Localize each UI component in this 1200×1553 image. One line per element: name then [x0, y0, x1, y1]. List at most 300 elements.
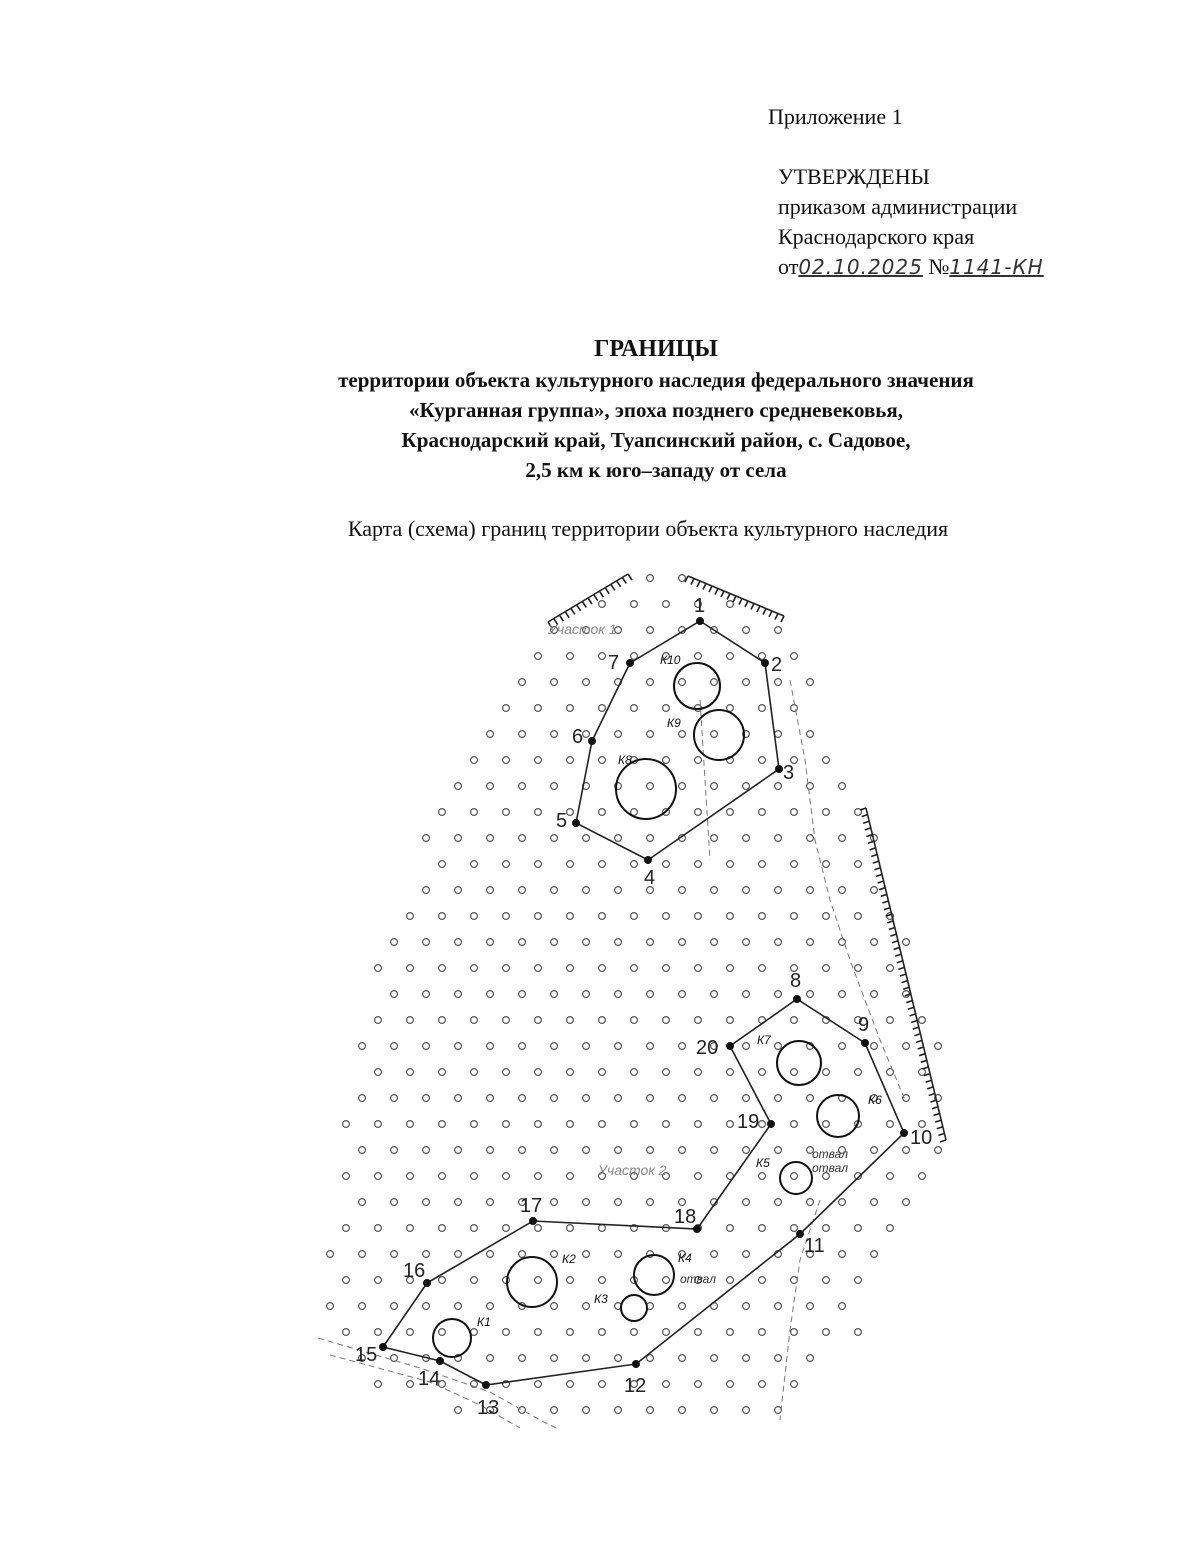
tree-dot [455, 1147, 462, 1154]
tree-dot [679, 575, 686, 582]
tree-dot [743, 1199, 750, 1206]
tree-dot [823, 1069, 830, 1076]
tree-dot [615, 1147, 622, 1154]
tree-dot [663, 1069, 670, 1076]
tree-dot [807, 1355, 814, 1362]
tree-dot [647, 783, 654, 790]
hatch-tick [910, 1014, 916, 1016]
tree-dot [535, 1277, 542, 1284]
hatch-tick [905, 994, 911, 996]
tree-dot [615, 887, 622, 894]
order-label: приказом администрации [778, 194, 1018, 219]
tree-dot [343, 1121, 350, 1128]
hatch-tick [745, 601, 748, 607]
tree-dot [759, 757, 766, 764]
tree-dot [439, 861, 446, 868]
tree-dot [631, 1329, 638, 1336]
tree-dot [743, 1147, 750, 1154]
handwritten-number: 1141-КН [949, 255, 1044, 279]
tree-dot [631, 861, 638, 868]
tree-dot [615, 1095, 622, 1102]
tree-dot [727, 809, 734, 816]
tree-dot [535, 1121, 542, 1128]
tree-dot [455, 835, 462, 842]
tree-dot [583, 679, 590, 686]
boundary-point-10 [900, 1127, 932, 1149]
tree-dot [759, 965, 766, 972]
tree-dot [471, 1121, 478, 1128]
tree-dot [823, 1225, 830, 1232]
kurgan-label: К8 [618, 753, 632, 767]
boundary-point-1 [694, 595, 705, 625]
tree-dot [471, 1069, 478, 1076]
boundary-point-5 [556, 810, 580, 832]
tree-dot [631, 965, 638, 972]
tree-dot [807, 1199, 814, 1206]
hatch-tick [865, 828, 871, 830]
tree-dot [535, 705, 542, 712]
tree-dot [615, 939, 622, 946]
tree-dot [487, 887, 494, 894]
hatch-tick [937, 1127, 943, 1129]
kurgan-label: К2 [562, 1252, 576, 1266]
tree-dot [711, 731, 718, 738]
tree-dot [791, 1225, 798, 1232]
tree-dot [775, 1199, 782, 1206]
hatch-tick [887, 921, 893, 923]
tree-dot [759, 705, 766, 712]
tree-dot [695, 913, 702, 920]
tree-dot [679, 1095, 686, 1102]
tree-dot [855, 1225, 862, 1232]
tree-dot [599, 757, 606, 764]
title-line-1: территории объекта культурного наследия федерального значения [338, 368, 974, 392]
tree-dot [871, 1199, 878, 1206]
tree-dot [535, 653, 542, 660]
tree-dot [871, 991, 878, 998]
hatch-tick [922, 1067, 928, 1069]
point-label: 1 [694, 595, 706, 617]
tree-dot [791, 861, 798, 868]
tree-dot [599, 1017, 606, 1024]
tree-dot [567, 1329, 574, 1336]
hatch-tick [599, 591, 603, 597]
tree-dot [775, 783, 782, 790]
region-label: Краснодарского края [778, 224, 975, 249]
tree-dot [439, 1017, 446, 1024]
hatch-tick [894, 947, 900, 949]
tree-dot [407, 1069, 414, 1076]
tree-dot [791, 1121, 798, 1128]
tree-dot [615, 1407, 622, 1414]
tree-dot [567, 913, 574, 920]
tree-dot [711, 1251, 718, 1258]
tree-dot [695, 653, 702, 660]
point-label: 9 [858, 1014, 870, 1036]
hatch-tick [863, 821, 869, 823]
tree-dot [679, 783, 686, 790]
tree-dot [519, 835, 526, 842]
hatch-tick [895, 954, 901, 956]
tree-dot [791, 1173, 798, 1180]
tree-dot [439, 965, 446, 972]
tree-dot [823, 861, 830, 868]
tree-dot [519, 731, 526, 738]
tree-dot [631, 705, 638, 712]
document-title [0, 336, 1200, 485]
tree-dot [855, 1329, 862, 1336]
boundary-point-16 [403, 1260, 431, 1287]
tree-dot [535, 1381, 542, 1388]
tree-dot [743, 627, 750, 634]
point-label: 13 [477, 1397, 500, 1419]
tree-dot [647, 1199, 654, 1206]
tree-dot [791, 913, 798, 920]
tree-dot [807, 1303, 814, 1310]
tree-dot [919, 1017, 926, 1024]
tree-dot [407, 1017, 414, 1024]
hatch-tick [927, 1087, 933, 1089]
tree-dot [487, 783, 494, 790]
tree-dot [375, 1121, 382, 1128]
tree-dot [871, 1251, 878, 1258]
tree-dot [599, 861, 606, 868]
hatch-tick [577, 605, 581, 611]
tree-dot [551, 1095, 558, 1102]
tree-dot [839, 1043, 846, 1050]
hatch-tick [565, 612, 569, 618]
tree-dot [487, 835, 494, 842]
tree-dot [583, 887, 590, 894]
tree-dot [695, 1017, 702, 1024]
boundary-plot-2 [383, 999, 904, 1385]
tree-dot [727, 1329, 734, 1336]
tree-dot [615, 1199, 622, 1206]
tree-dot [663, 1121, 670, 1128]
tree-dot [599, 1381, 606, 1388]
point-label: 18 [674, 1206, 697, 1228]
tree-dot [839, 1303, 846, 1310]
tree-dot [391, 1303, 398, 1310]
kurgan-k7 [757, 1033, 821, 1085]
tree-dot [887, 965, 894, 972]
tree-dot [743, 1303, 750, 1310]
tree-dot [407, 1121, 414, 1128]
tree-dot [503, 1069, 510, 1076]
hatch-tick [769, 611, 772, 617]
hatch-tick [727, 594, 730, 600]
tree-dot [359, 1251, 366, 1258]
kurgan-label: К9 [667, 716, 681, 730]
tree-dot [663, 861, 670, 868]
tree-dot [855, 861, 862, 868]
kurgan-label: К10 [660, 653, 681, 667]
hatch-tick [906, 1001, 912, 1003]
tree-dot [471, 913, 478, 920]
tree-dot [759, 809, 766, 816]
tree-dot [727, 913, 734, 920]
tree-dot [663, 757, 670, 764]
tree-dot [487, 731, 494, 738]
point-label: 14 [418, 1368, 441, 1390]
tree-dot [919, 1069, 926, 1076]
tree-dot [407, 1225, 414, 1232]
boundary-points [355, 595, 932, 1419]
tree-dot [855, 1277, 862, 1284]
tree-dot [503, 705, 510, 712]
tree-dot [439, 1277, 446, 1284]
stream-line [790, 680, 905, 1100]
tree-dot [679, 887, 686, 894]
approval-block [778, 162, 1044, 282]
tree-dot [759, 913, 766, 920]
tree-dot [727, 1069, 734, 1076]
tree-dot [839, 1251, 846, 1258]
tree-dot [519, 887, 526, 894]
tree-dot [775, 731, 782, 738]
hatch-tick [890, 934, 896, 936]
kurgan-label: К7 [757, 1033, 771, 1047]
tree-dot [775, 679, 782, 686]
tree-dot [663, 1329, 670, 1336]
tree-dot [695, 1329, 702, 1336]
tree-dot [647, 1095, 654, 1102]
hatch-tick [709, 586, 712, 592]
boundary-point-20 [696, 1037, 734, 1059]
tree-dot [423, 1095, 430, 1102]
tree-dot [375, 1329, 382, 1336]
tree-dot [343, 1277, 350, 1284]
tree-dot [759, 1069, 766, 1076]
tree-dot [823, 1277, 830, 1284]
hatch-tick [884, 908, 890, 910]
tree-dot [615, 991, 622, 998]
tree-dot [423, 1303, 430, 1310]
tree-dot [823, 809, 830, 816]
kurgan-label: К1 [477, 1315, 491, 1329]
tree-dot [487, 939, 494, 946]
hatch-tick [860, 808, 866, 810]
tree-dot [535, 913, 542, 920]
hatch-tick [921, 1060, 927, 1062]
tree-dot [391, 1251, 398, 1258]
tree-dot [391, 1199, 398, 1206]
number-prefix: № [928, 254, 950, 279]
tree-dot [871, 1043, 878, 1050]
tree-dot [663, 601, 670, 608]
title-line-3: Краснодарский край, Туапсинский район, с. Садовое, [401, 428, 911, 452]
tree-dot [471, 1225, 478, 1232]
tree-dot [887, 1121, 894, 1128]
tree-dot [583, 991, 590, 998]
tree-dot [743, 783, 750, 790]
tree-dot [551, 679, 558, 686]
tree-dot [535, 965, 542, 972]
stream-line [700, 700, 710, 860]
plot-1-label: Участок 1 [548, 621, 617, 637]
tree-dot [727, 861, 734, 868]
tree-dot [551, 1251, 558, 1258]
tree-dot [423, 835, 430, 842]
tree-dot [679, 1147, 686, 1154]
tree-dot [823, 1121, 830, 1128]
tree-dot [839, 1199, 846, 1206]
tree-dot [855, 913, 862, 920]
tree-dot [343, 1173, 350, 1180]
tree-dot [503, 913, 510, 920]
tree-dot [631, 601, 638, 608]
tree-dot [535, 1329, 542, 1336]
kurgan-k5 [756, 1156, 812, 1194]
tree-dot [519, 1147, 526, 1154]
tree-dot [743, 1407, 750, 1414]
tree-dot [935, 1043, 942, 1050]
tree-dot [375, 1017, 382, 1024]
point-label: 11 [804, 1235, 825, 1257]
tree-dot [375, 965, 382, 972]
boundary-point-2 [761, 654, 782, 676]
tree-dot [519, 1095, 526, 1102]
tree-dot [471, 809, 478, 816]
tree-dot [599, 809, 606, 816]
tree-dot [743, 939, 750, 946]
tree-dot [519, 679, 526, 686]
tree-dot [439, 809, 446, 816]
tree-dot [375, 1277, 382, 1284]
point-label: 20 [696, 1037, 719, 1059]
hatch-tick [940, 1140, 946, 1142]
tree-dot [567, 653, 574, 660]
tree-dot [695, 1381, 702, 1388]
tree-dot [679, 731, 686, 738]
map-subtitle: Карта (схема) границ территории объекта культурного наследия [347, 516, 949, 541]
hatch-tick [588, 598, 592, 604]
tree-dot [695, 1173, 702, 1180]
tree-dot [455, 1199, 462, 1206]
tree-dot [503, 1173, 510, 1180]
tree-dot [343, 1225, 350, 1232]
tree-dot [423, 1043, 430, 1050]
tree-dot [455, 1251, 462, 1258]
tree-dot [663, 1017, 670, 1024]
tree-dot [823, 965, 830, 972]
point-label: 2 [771, 654, 783, 676]
vegetation-dots [327, 575, 942, 1414]
tree-dot [871, 1147, 878, 1154]
hatch-tick [628, 574, 632, 580]
tree-dot [343, 1329, 350, 1336]
tree-dot [759, 1121, 766, 1128]
tree-dot [679, 1303, 686, 1310]
hatch-tick [594, 595, 598, 601]
tree-dot [519, 939, 526, 946]
point-label: 15 [355, 1344, 378, 1366]
tree-dot [359, 1147, 366, 1154]
tree-dot [487, 1147, 494, 1154]
tree-dot [759, 1277, 766, 1284]
tree-dot [727, 1121, 734, 1128]
tree-dot [487, 1043, 494, 1050]
tree-dot [519, 1251, 526, 1258]
tree-dot [583, 1043, 590, 1050]
tree-dot [567, 1121, 574, 1128]
tree-dot [647, 627, 654, 634]
tree-dot [775, 1355, 782, 1362]
tree-dot [903, 1199, 910, 1206]
hatch-tick [873, 861, 879, 863]
spoil-label: отвал [680, 1272, 716, 1286]
tree-dot [887, 1225, 894, 1232]
tree-dot [647, 1147, 654, 1154]
tree-dot [743, 887, 750, 894]
point-label: 8 [790, 970, 802, 992]
tree-dot [679, 1043, 686, 1050]
tree-dot [727, 653, 734, 660]
tree-dot [743, 1355, 750, 1362]
tree-dot [647, 1043, 654, 1050]
tree-dot [743, 1095, 750, 1102]
tree-dot [647, 731, 654, 738]
tree-dot [759, 1173, 766, 1180]
tree-dot [791, 705, 798, 712]
tree-dot [631, 1121, 638, 1128]
tree-dot [583, 1147, 590, 1154]
spoil-label: отвал [812, 1161, 848, 1175]
tree-dot [455, 887, 462, 894]
boundary-point-11 [796, 1230, 825, 1257]
boundary-polygons [383, 621, 904, 1385]
point-label: 19 [737, 1111, 760, 1133]
tree-dot [551, 887, 558, 894]
tree-dot [903, 1043, 910, 1050]
tree-dot [903, 939, 910, 946]
tree-dot [839, 887, 846, 894]
tree-dot [471, 757, 478, 764]
hatch-tick [703, 584, 706, 590]
tree-dot [823, 913, 830, 920]
tree-dot [679, 1199, 686, 1206]
tree-dot [615, 1355, 622, 1362]
tree-dot [663, 965, 670, 972]
tree-dot [375, 1069, 382, 1076]
tree-dot [775, 627, 782, 634]
tree-dot [535, 809, 542, 816]
tree-dot [615, 835, 622, 842]
hatch-tick [617, 581, 621, 587]
tree-dot [503, 1017, 510, 1024]
tree-dot [567, 809, 574, 816]
tree-dot [423, 991, 430, 998]
title-line-4: 2,5 км к юго–западу от села [525, 458, 787, 482]
tree-dot [327, 1303, 334, 1310]
tree-dot [487, 1251, 494, 1258]
tree-dot [455, 991, 462, 998]
hatch-tick [876, 874, 882, 876]
tree-dot [567, 965, 574, 972]
tree-dot [775, 991, 782, 998]
tree-dot [679, 679, 686, 686]
tree-dot [855, 965, 862, 972]
hatch-tick [913, 1027, 919, 1029]
tree-dot [567, 1277, 574, 1284]
tree-dot [583, 1199, 590, 1206]
tree-dot [599, 1277, 606, 1284]
terrain-lines [318, 680, 905, 1430]
hatch-tick [879, 888, 885, 890]
tree-dot [487, 1095, 494, 1102]
tree-dot [359, 1199, 366, 1206]
tree-dot [423, 1199, 430, 1206]
